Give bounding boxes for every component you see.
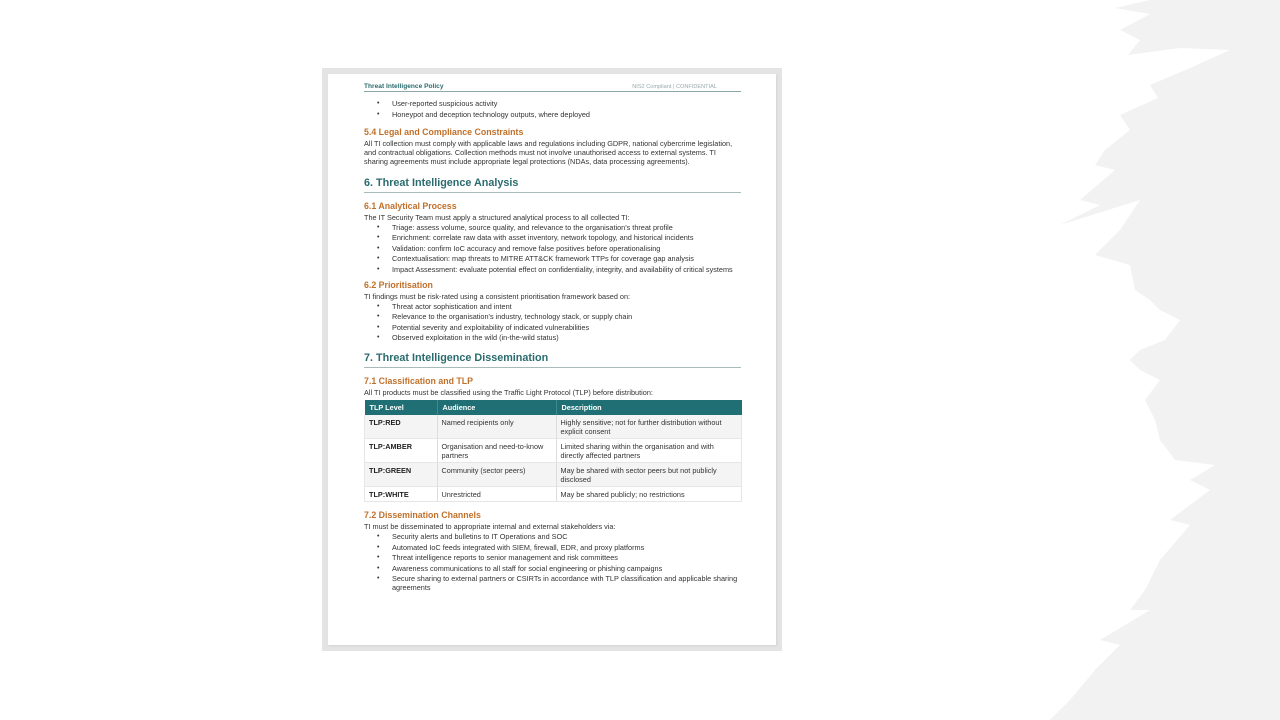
list-item: • Observed exploitation in the wild (in-the-wild status) [364, 333, 741, 342]
list-item: • Validation: confirm IoC accuracy and remove false positives before operationalising [364, 244, 741, 253]
description-cell: May be shared with sector peers but not publicly disclosed [556, 463, 742, 487]
prioritisation-list [364, 302, 741, 343]
list-item: • Honeypot and deception technology outputs, where deployed [364, 110, 741, 119]
analytical-process-list [364, 223, 741, 274]
tlp-level-cell: TLP:WHITE [365, 487, 438, 502]
section-5-4-heading: 5.4 Legal and Compliance Constraints [364, 126, 524, 137]
document-page [328, 74, 776, 645]
list-item: • Automated IoC feeds integrated with SIEM, firewall, EDR, and proxy platforms [364, 543, 741, 552]
list-item: • Potential severity and exploitability of indicated vulnerabilities [364, 323, 741, 332]
audience-cell: Unrestricted [437, 487, 556, 502]
list-item: • Security alerts and bulletins to IT Operations and SOC [364, 532, 741, 541]
list-item: • Enrichment: correlate raw data with asset inventory, network topology, and historical incidents [364, 233, 741, 242]
section-7-2-heading: 7.2 Dissemination Channels [364, 510, 481, 520]
section-5-4-body: All TI collection must comply with applicable laws and regulations including GDPR, national cybercrime legislation, and contractual obligations. Collection methods must not involve unauthorised access to external systems. TI sharing agreements must include appropriate legal protections (NDAs, data processing agreements). [364, 138, 733, 166]
audience-cell: Named recipients only [437, 415, 556, 439]
list-item: • Secure sharing to external partners or CSIRTs in accordance with TLP classification and applicable sharing agreements [364, 574, 741, 592]
section-6-2-heading: 6.2 Prioritisation [364, 279, 433, 290]
continued-bullet-list [364, 99, 741, 119]
description-cell: Limited sharing within the organisation and with directly affected partners [556, 439, 742, 463]
list-item: • Threat intelligence reports to senior management and risk committees [364, 553, 741, 562]
list-item: • Triage: assess volume, source quality, and relevance to the organisation's threat profile [364, 223, 741, 232]
description-cell: May be shared publicly; no restrictions [556, 487, 742, 502]
running-header [364, 80, 741, 92]
running-header-title: Threat Intelligence Policy [364, 83, 444, 90]
list-item: • Threat actor sophistication and intent [364, 302, 741, 311]
table-row [365, 415, 742, 439]
section-6-2-intro: TI findings must be risk-rated using a consistent prioritisation framework based on: [364, 291, 631, 301]
dissemination-channels-list [364, 532, 741, 592]
list-item: • Contextualisation: map threats to MITRE ATT&CK framework TTPs for coverage gap analysis [364, 254, 741, 263]
table-row [365, 463, 742, 487]
tlp-table-header-row [365, 400, 742, 415]
table-row [365, 439, 742, 463]
column-header-audience: Audience [437, 400, 556, 415]
audience-cell: Community (sector peers) [437, 463, 556, 487]
list-item: • Relevance to the organisation's industry, technology stack, or supply chain [364, 312, 741, 321]
list-item: • Impact Assessment: evaluate potential effect on confidentiality, integrity, and availability of critical systems [364, 265, 741, 274]
section-7-heading: 7. Threat Intelligence Dissemination [364, 352, 741, 368]
description-cell: Highly sensitive; not for further distribution without explicit consent [556, 415, 742, 439]
section-6-1-intro: The IT Security Team must apply a structured analytical process to all collected TI: [364, 212, 630, 222]
background-brush-decoration [1040, 0, 1280, 720]
running-header-classification: NIS2 Compliant | CONFIDENTIAL [632, 84, 717, 90]
audience-cell: Organisation and need-to-know partners [437, 439, 556, 463]
document-page-frame [322, 68, 782, 651]
column-header-tlp-level: TLP Level [365, 400, 438, 415]
section-7-1-heading: 7.1 Classification and TLP [364, 376, 474, 386]
tlp-table [364, 400, 742, 502]
section-6-1-heading: 6.1 Analytical Process [364, 200, 457, 211]
tlp-level-cell: TLP:AMBER [365, 439, 438, 463]
page-content [364, 80, 741, 594]
table-row [365, 487, 742, 502]
list-item: • Awareness communications to all staff for social engineering or phishing campaigns [364, 564, 741, 573]
section-7-1-intro: All TI products must be classified using the Traffic Light Protocol (TLP) before distribution: [364, 388, 653, 397]
section-7-2-intro: TI must be disseminated to appropriate internal and external stakeholders via: [364, 522, 616, 531]
list-item: • User-reported suspicious activity [364, 99, 741, 108]
column-header-description: Description [556, 400, 742, 415]
tlp-level-cell: TLP:RED [365, 415, 438, 439]
section-6-heading: 6. Threat Intelligence Analysis [364, 177, 741, 193]
tlp-level-cell: TLP:GREEN [365, 463, 438, 487]
